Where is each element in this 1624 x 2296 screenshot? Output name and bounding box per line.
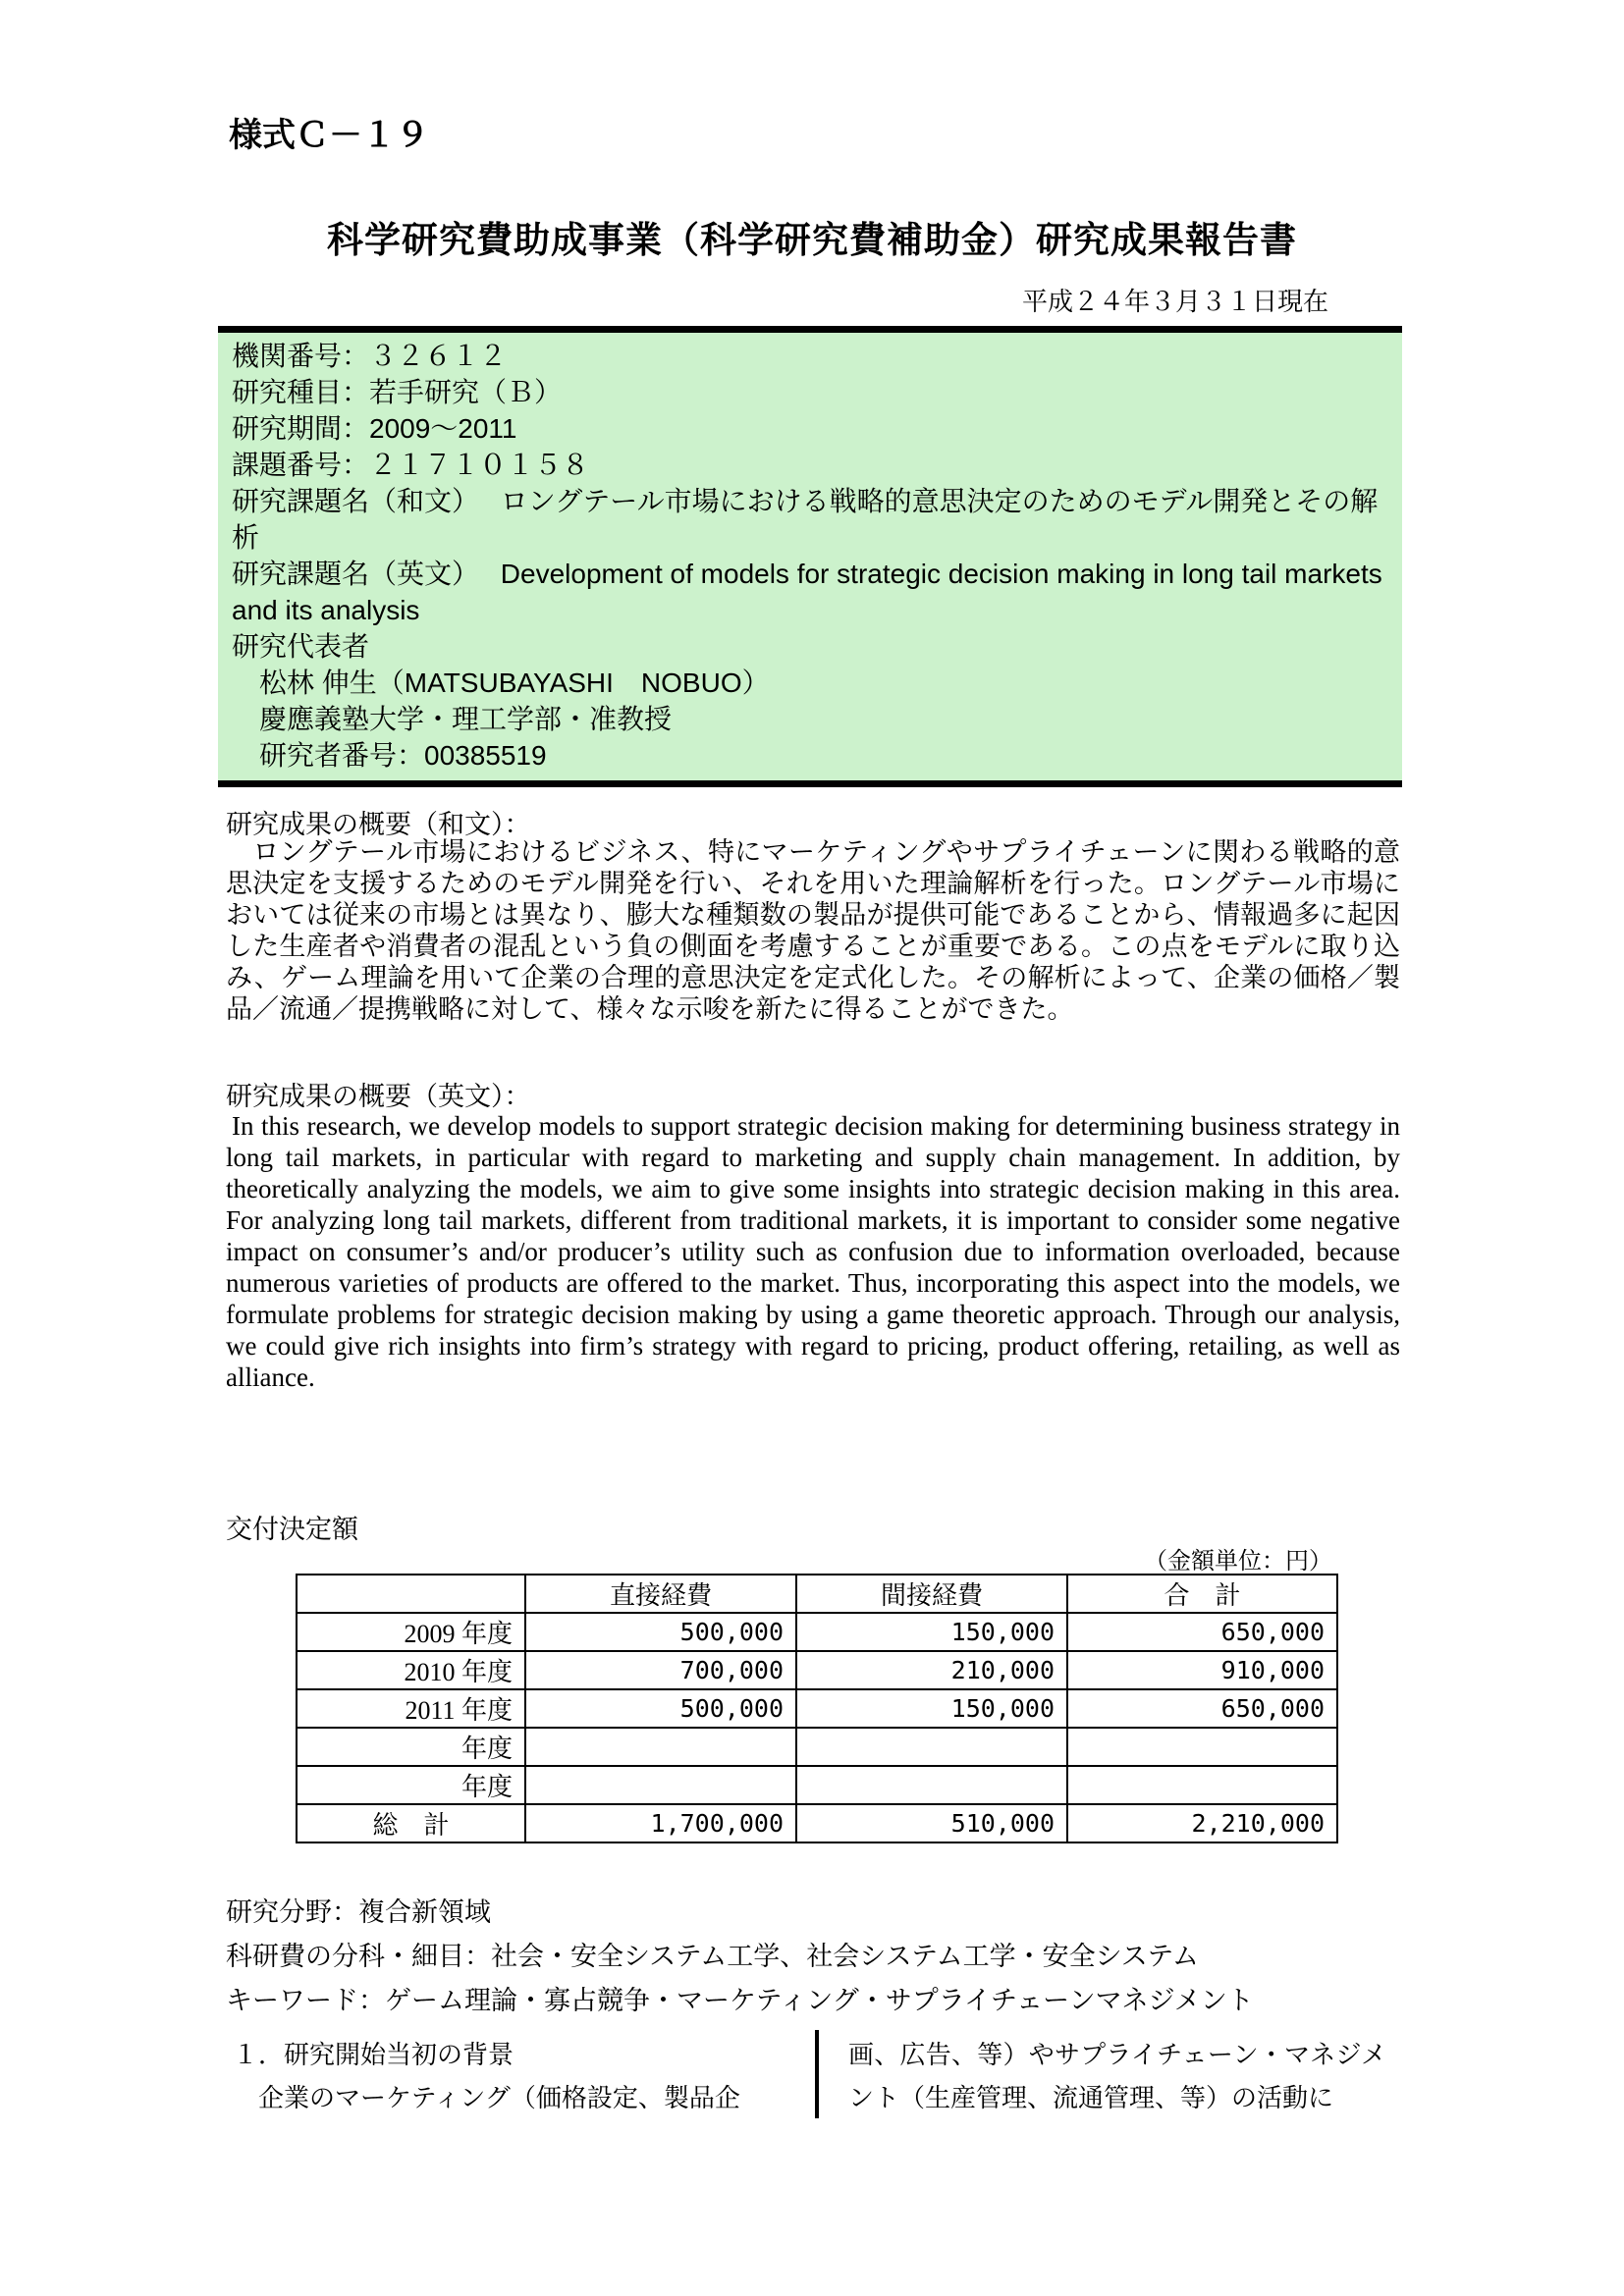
grant-row-blank-1-total (1067, 1728, 1337, 1766)
body-left-column (233, 2034, 804, 2120)
research-category-line: 科研費の分科・細目：社会・安全システム工学、社会システム工学・安全システム (226, 1942, 1199, 1971)
grant-amount-heading: 交付決定額 (226, 1515, 358, 1544)
research-field-line: 研究分野：複合新領域 (226, 1897, 491, 1927)
grant-row-grand-total-label: 総 計 (297, 1804, 525, 1842)
grant-row-2010-direct: 700,000 (525, 1651, 796, 1689)
section-1-heading: １．研究開始当初の背景 (233, 2041, 514, 2069)
section-1-text-left: 企業のマーケティング（価格設定、製品企 (233, 2084, 740, 2112)
grant-row-2010-total: 910,000 (1067, 1651, 1337, 1689)
summary-english-heading: 研究成果の概要（英文）： (226, 1082, 531, 1111)
grant-row-grand-total-direct: 1,700,000 (525, 1804, 796, 1842)
info-line-title-english: 研究課題名（英文） Development of models for strategic decision making in long tail markets and its analysis (232, 559, 1382, 625)
info-line-research-category: 研究種目：若手研究（Ｂ） (232, 377, 563, 407)
grant-row-2011-direct: 500,000 (525, 1689, 796, 1728)
grant-header-direct-costs: 直接経費 (525, 1575, 796, 1613)
grant-row-blank-2-indirect (796, 1766, 1067, 1804)
grant-row-2009-total: 650,000 (1067, 1613, 1337, 1651)
grant-header-blank (297, 1575, 525, 1613)
keywords-line: キーワード：ゲーム理論・寡占競争・マーケティング・サプライチェーンマネジメント (226, 1986, 1254, 2015)
info-line-researcher-number: 研究者番号：00385519 (232, 740, 547, 771)
info-line-research-period: 研究期間：2009～2011 (232, 413, 517, 444)
grant-header-total: 合 計 (1067, 1575, 1337, 1613)
grant-amount-table (296, 1574, 1338, 1843)
summary-japanese-heading: 研究成果の概要（和文）： (226, 810, 531, 839)
grant-row-blank-1-direct (525, 1728, 796, 1766)
info-line-institution-number: 機関番号：３２６１２ (232, 341, 508, 371)
grant-row-blank-2 (297, 1766, 1337, 1804)
grant-row-blank-2-label: 年度 (297, 1766, 525, 1804)
summary-english-body: In this research, we develop models to support strategic decision making for determining business strategy in long tail markets, in particular with regard to marketing and supply chain management. In addition, by theoretically analyzing the models, we aim to give some insights into strategic decision making in this area. For analyzing long tail markets, different from traditional markets, it is important to consider some negative impact on consumer’s and/or producer’s utility such as confusion due to information overloaded, because numerous varieties of products are offered to the market. Thus, incorporating this aspect into the models, we formulate problems for strategic decision making by using a game theoretic approach. Through our analysis, we could give rich insights into firm’s strategy with regard to pricing, product offering, retailing, as well as alliance. (226, 1111, 1400, 1392)
grant-row-blank-1-label: 年度 (297, 1728, 525, 1766)
info-line-affiliation: 慶應義塾大学・理工学部・准教授 (232, 704, 673, 734)
grant-row-blank-1-indirect (796, 1728, 1067, 1766)
grant-row-2010-indirect: 210,000 (796, 1651, 1067, 1689)
grant-row-blank-2-total (1067, 1766, 1337, 1804)
grant-unit-note: （金額単位：円） (1144, 1549, 1332, 1575)
grant-row-2010-label: 2010 年度 (297, 1651, 525, 1689)
info-line-principal-investigator-label: 研究代表者 (232, 631, 370, 662)
grant-row-grand-total-indirect: 510,000 (796, 1804, 1067, 1842)
column-divider-rule (815, 2030, 819, 2118)
grant-row-2009 (297, 1613, 1337, 1651)
info-line-title-japanese: 研究課題名（和文） ロングテール市場における戦略的意思決定のためのモデル開発とその解析 (232, 486, 1379, 553)
grant-row-2009-label: 2009 年度 (297, 1613, 525, 1651)
grant-row-2011 (297, 1689, 1337, 1728)
grant-row-blank-1 (297, 1728, 1337, 1766)
grant-row-blank-2-direct (525, 1766, 796, 1804)
grant-row-2011-indirect: 150,000 (796, 1689, 1067, 1728)
grant-table-header-row (297, 1575, 1337, 1613)
form-number-label: 様式Ｃ－１９ (229, 117, 429, 154)
info-line-project-number: 課題番号：２１７１０１５８ (232, 450, 590, 480)
grant-row-grand-total (297, 1804, 1337, 1842)
grant-header-indirect-costs: 間接経費 (796, 1575, 1067, 1613)
grant-row-2011-total: 650,000 (1067, 1689, 1337, 1728)
grant-row-2009-direct: 500,000 (525, 1613, 796, 1651)
grant-row-2009-indirect: 150,000 (796, 1613, 1067, 1651)
summary-japanese-body: ロングテール市場におけるビジネス、特にマーケティングやサプライチェーンに関わる戦略的意思決定を支援するためのモデル開発を行い、それを用いた理論解析を行った。ロングテール市場においては従来の市場とは異なり、膨大な種類数の製品が提供可能であることから、情報過多に起因した生産者や消費者の混乱という負の側面を考慮することが重要である。この点をモデルに取り込み、ゲーム理論を用いて企業の合理的意思決定を定式化した。その解析によって、企業の価格／製品／流通／提携戦略に対して、様々な示唆を新たに得ることができた。 (226, 837, 1400, 1024)
document-title: 科学研究費助成事業（科学研究費補助金）研究成果報告書 (327, 220, 1297, 260)
research-info-box (218, 326, 1402, 787)
grant-row-2010 (297, 1651, 1337, 1689)
document-date: 平成２４年３月３１日現在 (1021, 288, 1328, 316)
body-right-column: 画、広告、等）やサプライチェーン・マネジメント（生産管理、流通管理、等）の活動に (848, 2041, 1386, 2112)
grant-row-grand-total-total: 2,210,000 (1067, 1804, 1337, 1842)
grant-row-2011-label: 2011 年度 (297, 1689, 525, 1728)
info-line-investigator-name: 松林 伸生（MATSUBAYASHI NOBUO） (232, 667, 770, 698)
